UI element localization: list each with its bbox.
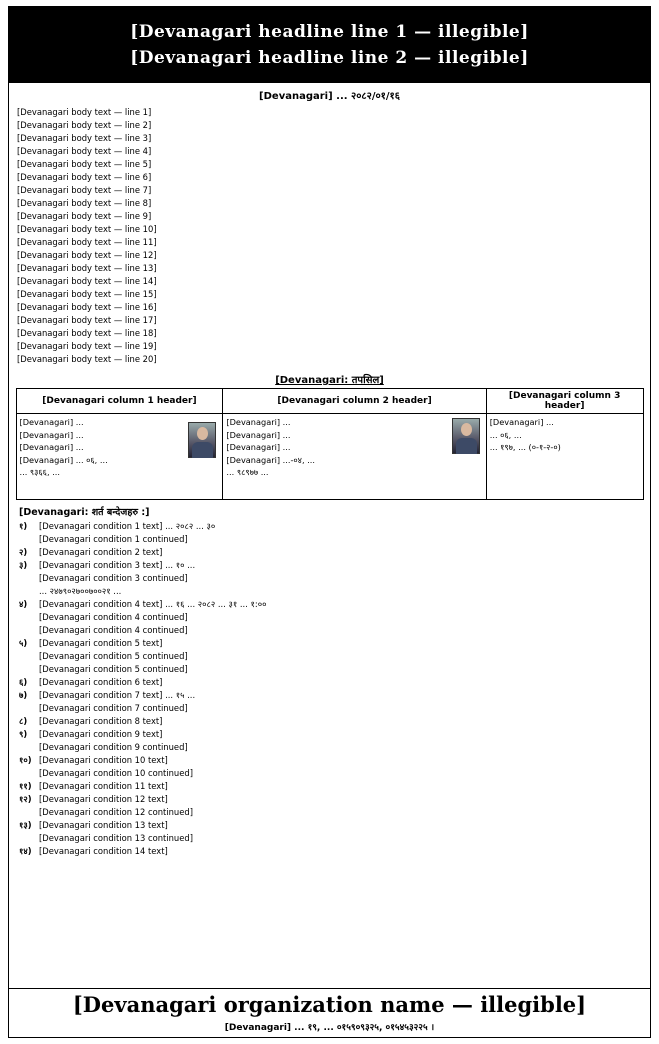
guarantor-line: [Devanagari] ...	[226, 417, 291, 427]
condition-text	[39, 598, 640, 637]
condition-text	[39, 728, 640, 754]
condition-line: [Devanagari condition 5 text]	[39, 638, 163, 648]
guarantor-line: [Devanagari] ...	[226, 429, 291, 440]
condition-item	[19, 689, 640, 715]
body-line: [Devanagari body text — line 18]	[17, 328, 157, 338]
collateral-line: ... ०६, ...	[489, 429, 522, 440]
condition-line: [Devanagari condition 12 text]	[39, 794, 168, 804]
condition-line: [Devanagari condition 1 text] ... २०८२ ... ३०	[39, 521, 216, 531]
guarantor-line: [Devanagari] ...	[226, 442, 291, 452]
condition-number: १२)	[19, 794, 32, 804]
borrower-line: ... ९३६६, ...	[19, 467, 60, 477]
condition-number: ९)	[19, 729, 28, 739]
collateral-line: ... १९७, ... (०-१-२-०)	[489, 442, 561, 452]
borrower-photo	[188, 422, 216, 458]
footer	[9, 988, 650, 1037]
condition-item	[19, 728, 640, 754]
body-line: [Devanagari body text — line 8]	[17, 198, 152, 208]
body-line: [Devanagari body text — line 11]	[17, 237, 157, 247]
body-line: [Devanagari body text — line 7]	[17, 185, 152, 195]
condition-text	[39, 780, 640, 793]
condition-line: [Devanagari condition 8 text]	[39, 716, 163, 726]
condition-number: ५)	[19, 638, 28, 648]
conditions-title: [Devanagari: शर्त बन्देजहरु :]	[19, 507, 150, 518]
body-line: [Devanagari body text — line 12]	[17, 250, 157, 260]
body-line: [Devanagari body text — line 20]	[17, 354, 157, 364]
body-line: [Devanagari body text — line 16]	[17, 302, 157, 312]
borrower-cell	[16, 414, 223, 500]
condition-text	[39, 559, 640, 598]
collateral-line: [Devanagari] ...	[489, 417, 554, 427]
condition-line: [Devanagari condition 9 continued]	[39, 742, 188, 752]
condition-number: ११)	[19, 781, 32, 791]
body-line: [Devanagari body text — line 14]	[17, 276, 157, 286]
condition-text	[39, 754, 640, 780]
condition-item	[19, 637, 640, 676]
condition-text	[39, 689, 640, 715]
condition-number: ३)	[19, 560, 28, 570]
body-line: [Devanagari body text — line 10]	[17, 224, 157, 234]
condition-text	[39, 715, 640, 728]
headline-line-2: [Devanagari headline line 2 — illegible]	[130, 48, 529, 68]
body-line: [Devanagari body text — line 17]	[17, 315, 157, 325]
body-line: [Devanagari body text — line 15]	[17, 289, 157, 299]
collateral-cell	[486, 414, 643, 500]
condition-line: [Devanagari condition 7 continued]	[39, 703, 188, 713]
condition-item	[19, 845, 640, 858]
condition-line: [Devanagari condition 13 text]	[39, 820, 168, 830]
condition-number: १)	[19, 521, 28, 531]
column-header-guarantor: [Devanagari column 2 header]	[223, 389, 486, 414]
condition-text	[39, 676, 640, 689]
condition-item	[19, 598, 640, 637]
condition-number: १०)	[19, 755, 32, 765]
body-line: [Devanagari body text — line 13]	[17, 263, 157, 273]
condition-item	[19, 546, 640, 559]
condition-item	[19, 780, 640, 793]
headline-line-1: [Devanagari headline line 1 — illegible]	[130, 22, 529, 42]
body-line: [Devanagari body text — line 6]	[17, 172, 152, 182]
details-table	[16, 388, 644, 500]
condition-line: [Devanagari condition 1 continued]	[39, 534, 188, 544]
condition-item	[19, 676, 640, 689]
body-line: [Devanagari body text — line 19]	[17, 341, 157, 351]
condition-line: [Devanagari condition 11 text]	[39, 781, 168, 791]
condition-line: [Devanagari condition 3 text] ... १० ...	[39, 560, 196, 570]
condition-item	[19, 520, 640, 546]
details-section-title: [Devanagari: तपसिल]	[275, 375, 384, 386]
borrower-line: [Devanagari] ...	[19, 429, 84, 440]
borrower-line: [Devanagari] ... ०६, ...	[19, 454, 108, 465]
condition-text	[39, 520, 640, 546]
condition-number: १३)	[19, 820, 32, 830]
condition-item	[19, 754, 640, 780]
condition-text	[39, 546, 640, 559]
guarantor-photo	[452, 418, 480, 454]
condition-line: [Devanagari condition 7 text] ... १५ ...	[39, 690, 196, 700]
condition-line: [Devanagari condition 13 continued]	[39, 833, 193, 843]
condition-line: [Devanagari condition 5 continued]	[39, 651, 188, 661]
condition-line: [Devanagari condition 10 continued]	[39, 768, 193, 778]
condition-item	[19, 715, 640, 728]
condition-line: [Devanagari condition 2 text]	[39, 547, 163, 557]
conditions-list	[9, 520, 650, 858]
column-header-collateral: [Devanagari column 3 header]	[486, 389, 643, 414]
notice-frame	[8, 6, 651, 1038]
condition-text	[39, 845, 640, 858]
condition-line: [Devanagari condition 4 continued]	[39, 625, 188, 635]
condition-line: [Devanagari condition 4 text] ... १६ ... २०८२ ... ३१ ... १:००	[39, 599, 267, 609]
organization-name: [Devanagari organization name — illegible]	[72, 992, 587, 1017]
condition-line: [Devanagari condition 10 text]	[39, 755, 168, 765]
organization-address: [Devanagari] ... १९, ... ०१५९०९३२५, ०१५४५३२२५ ।	[224, 1023, 435, 1033]
condition-number: ४)	[19, 599, 28, 609]
condition-item	[19, 819, 640, 845]
body-line: [Devanagari body text — line 3]	[17, 133, 152, 143]
condition-line: [Devanagari condition 12 continued]	[39, 807, 193, 817]
condition-item	[19, 793, 640, 819]
condition-line: [Devanagari condition 14 text]	[39, 846, 168, 856]
notice-body	[9, 106, 650, 368]
headline-band	[9, 7, 650, 83]
body-line: [Devanagari body text — line 9]	[17, 211, 152, 221]
condition-item	[19, 559, 640, 598]
body-line: [Devanagari body text — line 1]	[17, 107, 152, 117]
condition-line: [Devanagari condition 6 text]	[39, 677, 163, 687]
borrower-line: [Devanagari] ...	[19, 442, 84, 452]
condition-text	[39, 637, 640, 676]
borrower-line: [Devanagari] ...	[19, 417, 84, 427]
guarantor-line: [Devanagari] ...-०४, ...	[226, 454, 315, 465]
body-line: [Devanagari body text — line 4]	[17, 146, 152, 156]
body-line: [Devanagari body text — line 5]	[17, 159, 152, 169]
guarantor-line: ... ९८९७७ ...	[226, 467, 269, 477]
condition-line: [Devanagari condition 4 continued]	[39, 612, 188, 622]
condition-number: ८)	[19, 716, 28, 726]
condition-number: ७)	[19, 690, 28, 700]
condition-line: [Devanagari condition 3 continued]	[39, 573, 188, 583]
guarantor-cell	[223, 414, 486, 500]
condition-number: १४)	[19, 846, 32, 856]
condition-line: [Devanagari condition 9 text]	[39, 729, 163, 739]
condition-line: [Devanagari condition 5 continued]	[39, 664, 188, 674]
condition-number: ६)	[19, 677, 28, 687]
condition-line: ... २४७९०२७००७००२१ ...	[39, 586, 122, 596]
condition-text	[39, 793, 640, 819]
condition-number: २)	[19, 547, 28, 557]
publication-date-line: [Devanagari] ... २०८२/०१/१६	[259, 91, 400, 102]
column-header-borrower: [Devanagari column 1 header]	[16, 389, 223, 414]
body-line: [Devanagari body text — line 2]	[17, 120, 152, 130]
condition-text	[39, 819, 640, 845]
